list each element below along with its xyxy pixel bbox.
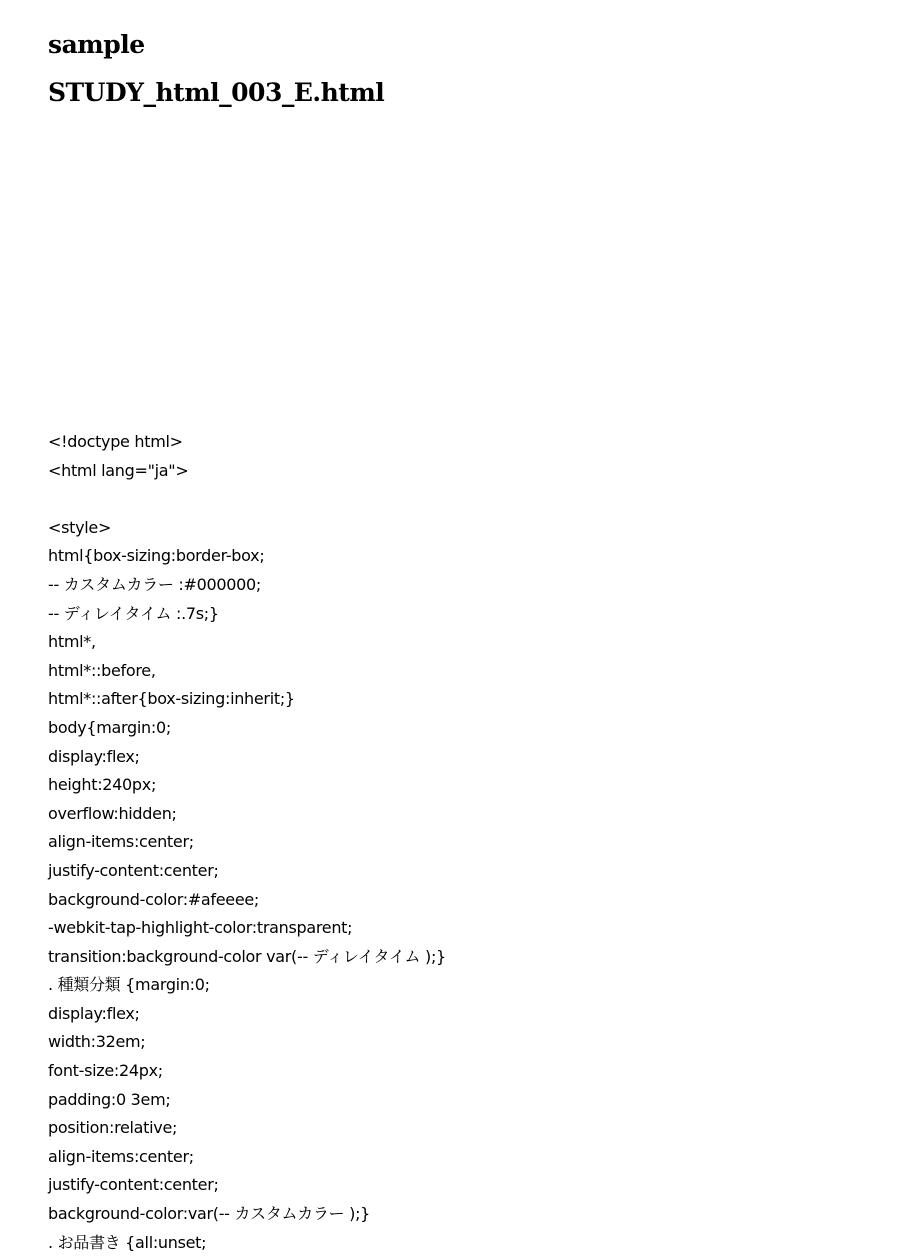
code-line: <html lang="ja">: [48, 460, 189, 480]
code-line: align-items:center;: [48, 1146, 194, 1166]
code-line: align-items:center;: [48, 832, 194, 852]
code-line: -- ディレイタイム :.7s;}: [48, 603, 219, 623]
code-line: display:flex;: [48, 1003, 140, 1023]
code-line: html*,: [48, 632, 96, 652]
code-line: font-size:24px;: [48, 1061, 163, 1081]
code-line: [48, 485, 446, 514]
page-title-sample: sample: [48, 30, 145, 59]
code-line: width:32em;: [48, 1032, 146, 1052]
code-line: justify-content:center;: [48, 860, 219, 880]
page-title-filename: STUDY_html_003_E.html: [48, 78, 385, 107]
code-line: background-color:#afeeee;: [48, 889, 260, 909]
code-line: html*::before,: [48, 660, 156, 680]
code-line: justify-content:center;: [48, 1175, 219, 1195]
code-line: transition:background-color var(-- ディレイタイム );}: [48, 946, 446, 966]
code-line: html{box-sizing:border-box;: [48, 546, 265, 566]
code-line: -webkit-tap-highlight-color:transparent;: [48, 918, 353, 938]
code-line: <style>: [48, 517, 112, 537]
code-line: overflow:hidden;: [48, 803, 177, 823]
code-line: height:240px;: [48, 775, 157, 795]
code-line: . お品書き {all:unset;: [48, 1232, 207, 1252]
code-line: padding:0 3em;: [48, 1089, 171, 1109]
code-listing: [48, 428, 446, 1257]
code-line: -- カスタムカラー :#000000;: [48, 574, 261, 594]
code-line: html*::after{box-sizing:inherit;}: [48, 689, 295, 709]
code-line: <!doctype html>: [48, 432, 183, 451]
code-line: position:relative;: [48, 1118, 178, 1138]
code-line: body{margin:0;: [48, 717, 171, 737]
code-line: display:flex;: [48, 746, 140, 766]
code-line: background-color:var(-- カスタムカラー );}: [48, 1204, 371, 1224]
code-line: . 種類分類 {margin:0;: [48, 975, 210, 995]
